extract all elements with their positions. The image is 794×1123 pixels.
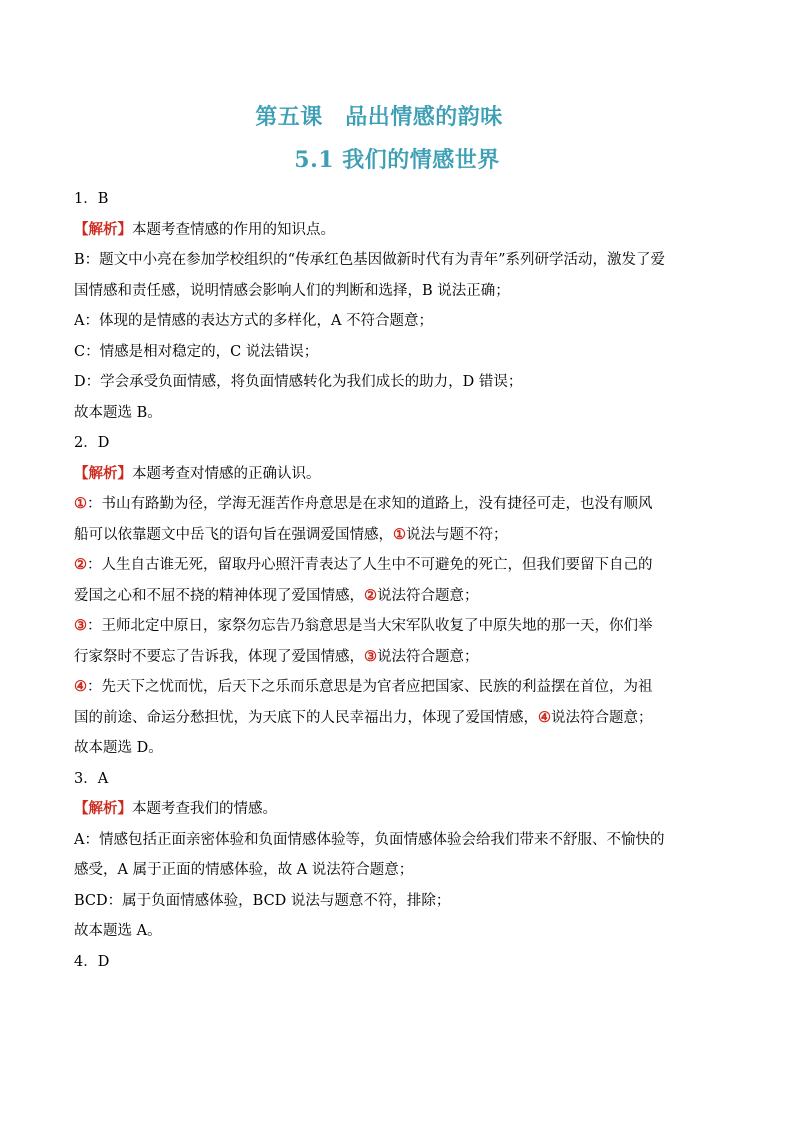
text-line — [74, 825, 722, 856]
line-text: 本题考查情感的作用的知识点。 — [132, 221, 335, 238]
line-text: 3．A — [74, 770, 109, 787]
line-text: ：王师北定中原日，家祭勿忘告乃翁意思是当大宋军队收复了中原失地的那一天，你们举 — [87, 618, 653, 634]
option-marker: ④ — [74, 678, 87, 695]
option-marker: ① — [393, 525, 406, 543]
option-marker: ② — [364, 586, 377, 604]
line-text: 故本题选 B。 — [74, 404, 162, 421]
text-line — [74, 398, 722, 429]
answer-content — [74, 184, 722, 977]
text-line — [74, 855, 722, 886]
text-line — [74, 184, 722, 215]
text-line — [74, 581, 722, 612]
line-text: ：先天下之忧而忧，后天下之乐而乐意思是为官者应把国家、民族的利益摆在首位，为祖 — [87, 679, 653, 695]
line-text: C：情感是相对稳定的，C 说法错误； — [74, 343, 319, 360]
text-line — [74, 306, 722, 337]
text-line — [74, 337, 722, 368]
line-text: 4．D — [74, 953, 110, 970]
option-marker: ② — [74, 556, 87, 573]
text-line — [74, 428, 722, 459]
text-line — [74, 703, 722, 734]
line-text: BCD：属于负面情感体验，BCD 说法与题意不符，排除； — [74, 892, 451, 909]
line-text: 说法符合题意； — [377, 587, 479, 604]
line-text: 故本题选 A。 — [74, 923, 162, 939]
text-line — [74, 215, 722, 246]
text-line — [74, 642, 722, 673]
text-line — [74, 367, 722, 398]
text-line — [74, 276, 722, 307]
text-line — [74, 794, 722, 825]
text-line — [74, 489, 722, 520]
line-text: 本题考查我们的情感。 — [132, 801, 277, 817]
line-text: A：情感包括正面亲密体验和负面情感体验等，负面情感体验会给我们带来不舒服、不愉快的 — [74, 831, 665, 848]
text-line — [74, 245, 722, 276]
text-line — [74, 886, 722, 917]
text-line — [74, 672, 722, 703]
option-marker: ④ — [538, 708, 551, 726]
line-text: 行家祭时不要忘了告诉我，体现了爱国情感， — [74, 648, 364, 665]
line-text: 说法符合题意； — [551, 709, 653, 726]
text-line — [74, 916, 722, 947]
text-line — [74, 520, 722, 551]
line-text: 故本题选 D。 — [74, 740, 163, 756]
text-line — [74, 459, 722, 490]
line-text: 感受，A 属于正面的情感体验，故 A 说法符合题意； — [74, 862, 414, 878]
line-text: 爱国之心和不屈不挠的精神体现了爱国情感， — [74, 587, 364, 604]
text-line — [74, 550, 722, 581]
section-subtitle: 5.1 我们的情感世界 — [294, 147, 500, 173]
text-line — [74, 947, 722, 978]
line-text: 1．B — [74, 191, 109, 207]
text-line — [74, 733, 722, 764]
analysis-tag: 【解析】 — [74, 800, 132, 817]
line-text: 说法符合题意； — [377, 648, 479, 665]
option-marker: ③ — [364, 647, 377, 665]
line-text: 国的前途、命运分愁担忧，为天底下的人民幸福出力，体现了爱国情感， — [74, 709, 538, 726]
line-text: A：体现的是情感的表达方式的多样化，A 不符合题意； — [74, 313, 434, 329]
line-text: 本题考查对情感的正确认识。 — [132, 465, 321, 482]
option-marker: ① — [74, 495, 87, 512]
text-line — [74, 611, 722, 642]
text-line — [74, 764, 722, 795]
line-text: D：学会承受负面情感，将负面情感转化为我们成长的助力，D 错误； — [74, 374, 523, 390]
lesson-title: 第五课 品出情感的韵味 — [255, 104, 503, 130]
option-marker: ③ — [74, 617, 87, 634]
analysis-tag: 【解析】 — [74, 464, 132, 482]
line-text: 2．D — [74, 435, 110, 451]
line-text: 国情感和责任感，说明情感会影响人们的判断和选择，B 说法正确； — [74, 282, 510, 299]
line-text: B：题文中小亮在参加学校组织的“传承红色基因做新时代有为青年”系列研学活动，激发了爱 — [74, 252, 665, 268]
analysis-tag: 【解析】 — [74, 220, 132, 238]
line-text: 船可以依靠题文中岳飞的语句旨在强调爱国情感， — [74, 526, 393, 543]
line-text: ：人生自古谁无死，留取丹心照汗青表达了人生中不可避免的死亡，但我们要留下自己的 — [87, 557, 653, 573]
line-text: ：书山有路勤为径，学海无涯苦作舟意思是在求知的道路上，没有捷径可走，也没有顺风 — [87, 496, 653, 512]
line-text: 说法与题不符； — [406, 526, 508, 543]
